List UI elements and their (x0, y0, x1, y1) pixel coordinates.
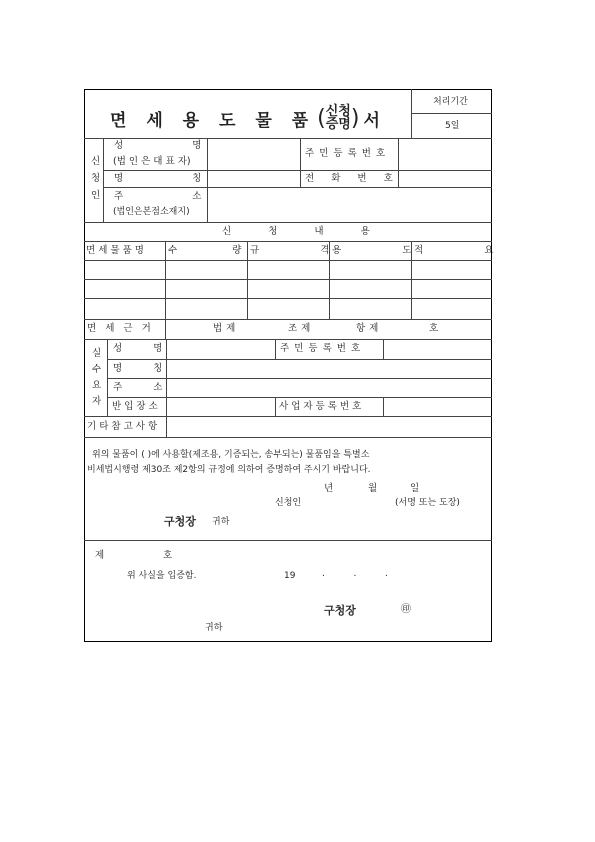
applicant-group-label-1: 신 (91, 156, 101, 167)
basis-law: 법제 (213, 323, 240, 334)
form-title (110, 103, 380, 133)
applicant-name-sub: (법 인 은 대 표 자) (113, 156, 191, 167)
statement-sign: (서명 또는 도장) (395, 498, 460, 508)
actual-user-name-field[interactable] (167, 340, 274, 359)
title-stack (326, 105, 351, 131)
statement-recipient: 구청장 (164, 515, 196, 528)
etc-label: 기 타 참 고 사 항 (87, 421, 158, 432)
applicant-name-field[interactable] (208, 139, 299, 170)
actual-user-biz-field[interactable] (384, 398, 491, 416)
actual-user-address-field[interactable] (167, 379, 491, 397)
cert-honorific: 귀하 (205, 623, 223, 633)
title-suffix: 서 (363, 110, 380, 131)
cert-number-suffix: 호 (163, 550, 173, 561)
column-quantity: 수 량 (168, 245, 242, 256)
etc-field[interactable] (167, 417, 491, 437)
actual-user-title-label: 명 칭 (113, 363, 163, 374)
actual-user-rrn-field[interactable] (384, 340, 491, 359)
actual-user-place-field[interactable] (167, 398, 274, 416)
applicant-address-label: 주 소 (114, 191, 202, 202)
applicant-rrn-field[interactable] (399, 139, 491, 170)
statement-month: 월 (368, 483, 378, 494)
title-prefix: 면 세 용 도 물 품 (110, 110, 316, 131)
cert-confirm: 위 사실을 입증함. (127, 571, 197, 581)
statement-year: 년 (324, 483, 334, 494)
applicant-name-label: 성 명 (114, 140, 202, 151)
column-usage: 용 도 (332, 245, 412, 256)
cert-date-dots: . . . (322, 569, 388, 579)
content-row[interactable] (85, 280, 491, 298)
actual-user-title-field[interactable] (167, 360, 491, 378)
applicant-group-label-2: 청 (91, 173, 101, 184)
content-row[interactable] (85, 299, 491, 319)
title-paren-close: ) (350, 105, 360, 131)
column-spec: 규 격 (250, 245, 330, 256)
statement-applicant-field[interactable] (310, 496, 388, 510)
column-remarks: 적 요 (414, 245, 494, 256)
applicant-title-label: 명 칭 (114, 173, 202, 184)
title-top: 신청 (325, 104, 351, 119)
processing-period-label: 처리기간 (433, 97, 468, 107)
column-item-name: 면 세 물 품 명 (86, 245, 144, 256)
applicant-rrn-label: 주 민 등 록 번 호 (305, 148, 387, 159)
actual-user-place-label: 반 입 장 소 (112, 401, 158, 412)
title-bottom: 증명 (325, 117, 351, 132)
content-header: 신 청 내 용 (222, 226, 370, 237)
applicant-address-field[interactable] (208, 188, 491, 222)
applicant-phone-field[interactable] (399, 171, 491, 187)
actual-user-biz-label: 사 업 자 등 록 번 호 (279, 401, 362, 412)
basis-label: 면 세 근 거 (87, 323, 151, 334)
actual-user-rrn-label: 주 민 등 록 번 호 (280, 343, 362, 354)
basis-article: 조제 (288, 323, 315, 334)
cert-number-field[interactable] (108, 548, 160, 562)
actual-user-group-label-1: 실 (92, 348, 102, 359)
applicant-address-sub: (법인은본점소재지) (113, 207, 190, 217)
cert-issuer: 구청장 (324, 604, 356, 617)
actual-user-group-label-2: 수 (92, 364, 102, 375)
statement-honorific: 귀하 (212, 517, 230, 527)
content-row[interactable] (85, 261, 491, 279)
cert-year-prefix: 19 (284, 571, 296, 581)
applicant-title-field[interactable] (208, 171, 299, 187)
basis-paragraph: 항제 (356, 323, 383, 334)
actual-user-address-label: 주 소 (113, 382, 163, 393)
statement-day: 일 (410, 483, 420, 494)
applicant-group-label-3: 인 (91, 190, 101, 201)
actual-user-name-label: 성 명 (113, 343, 163, 354)
applicant-phone-label: 전 화 번 호 (305, 173, 394, 184)
basis-item: 호 (429, 323, 439, 334)
statement-applicant: 신청인 (275, 498, 302, 508)
cert-seal: ㊞ (401, 604, 411, 615)
statement-line-1: 위의 물품이 ( )에 사용할(제조용, 기증되는, 송부되는) 물품임을 특별소 (92, 450, 370, 460)
cert-number-prefix: 제 (95, 550, 105, 561)
actual-user-group-label-4: 자 (92, 396, 102, 407)
statement-line-2: 비세법시행령 제30조 제2항의 규정에 의하여 증명하여 주시기 바랍니다. (87, 465, 371, 475)
processing-period-value: 5일 (445, 121, 460, 131)
actual-user-group-label-3: 요 (92, 380, 102, 391)
title-paren-open: ( (317, 105, 326, 131)
